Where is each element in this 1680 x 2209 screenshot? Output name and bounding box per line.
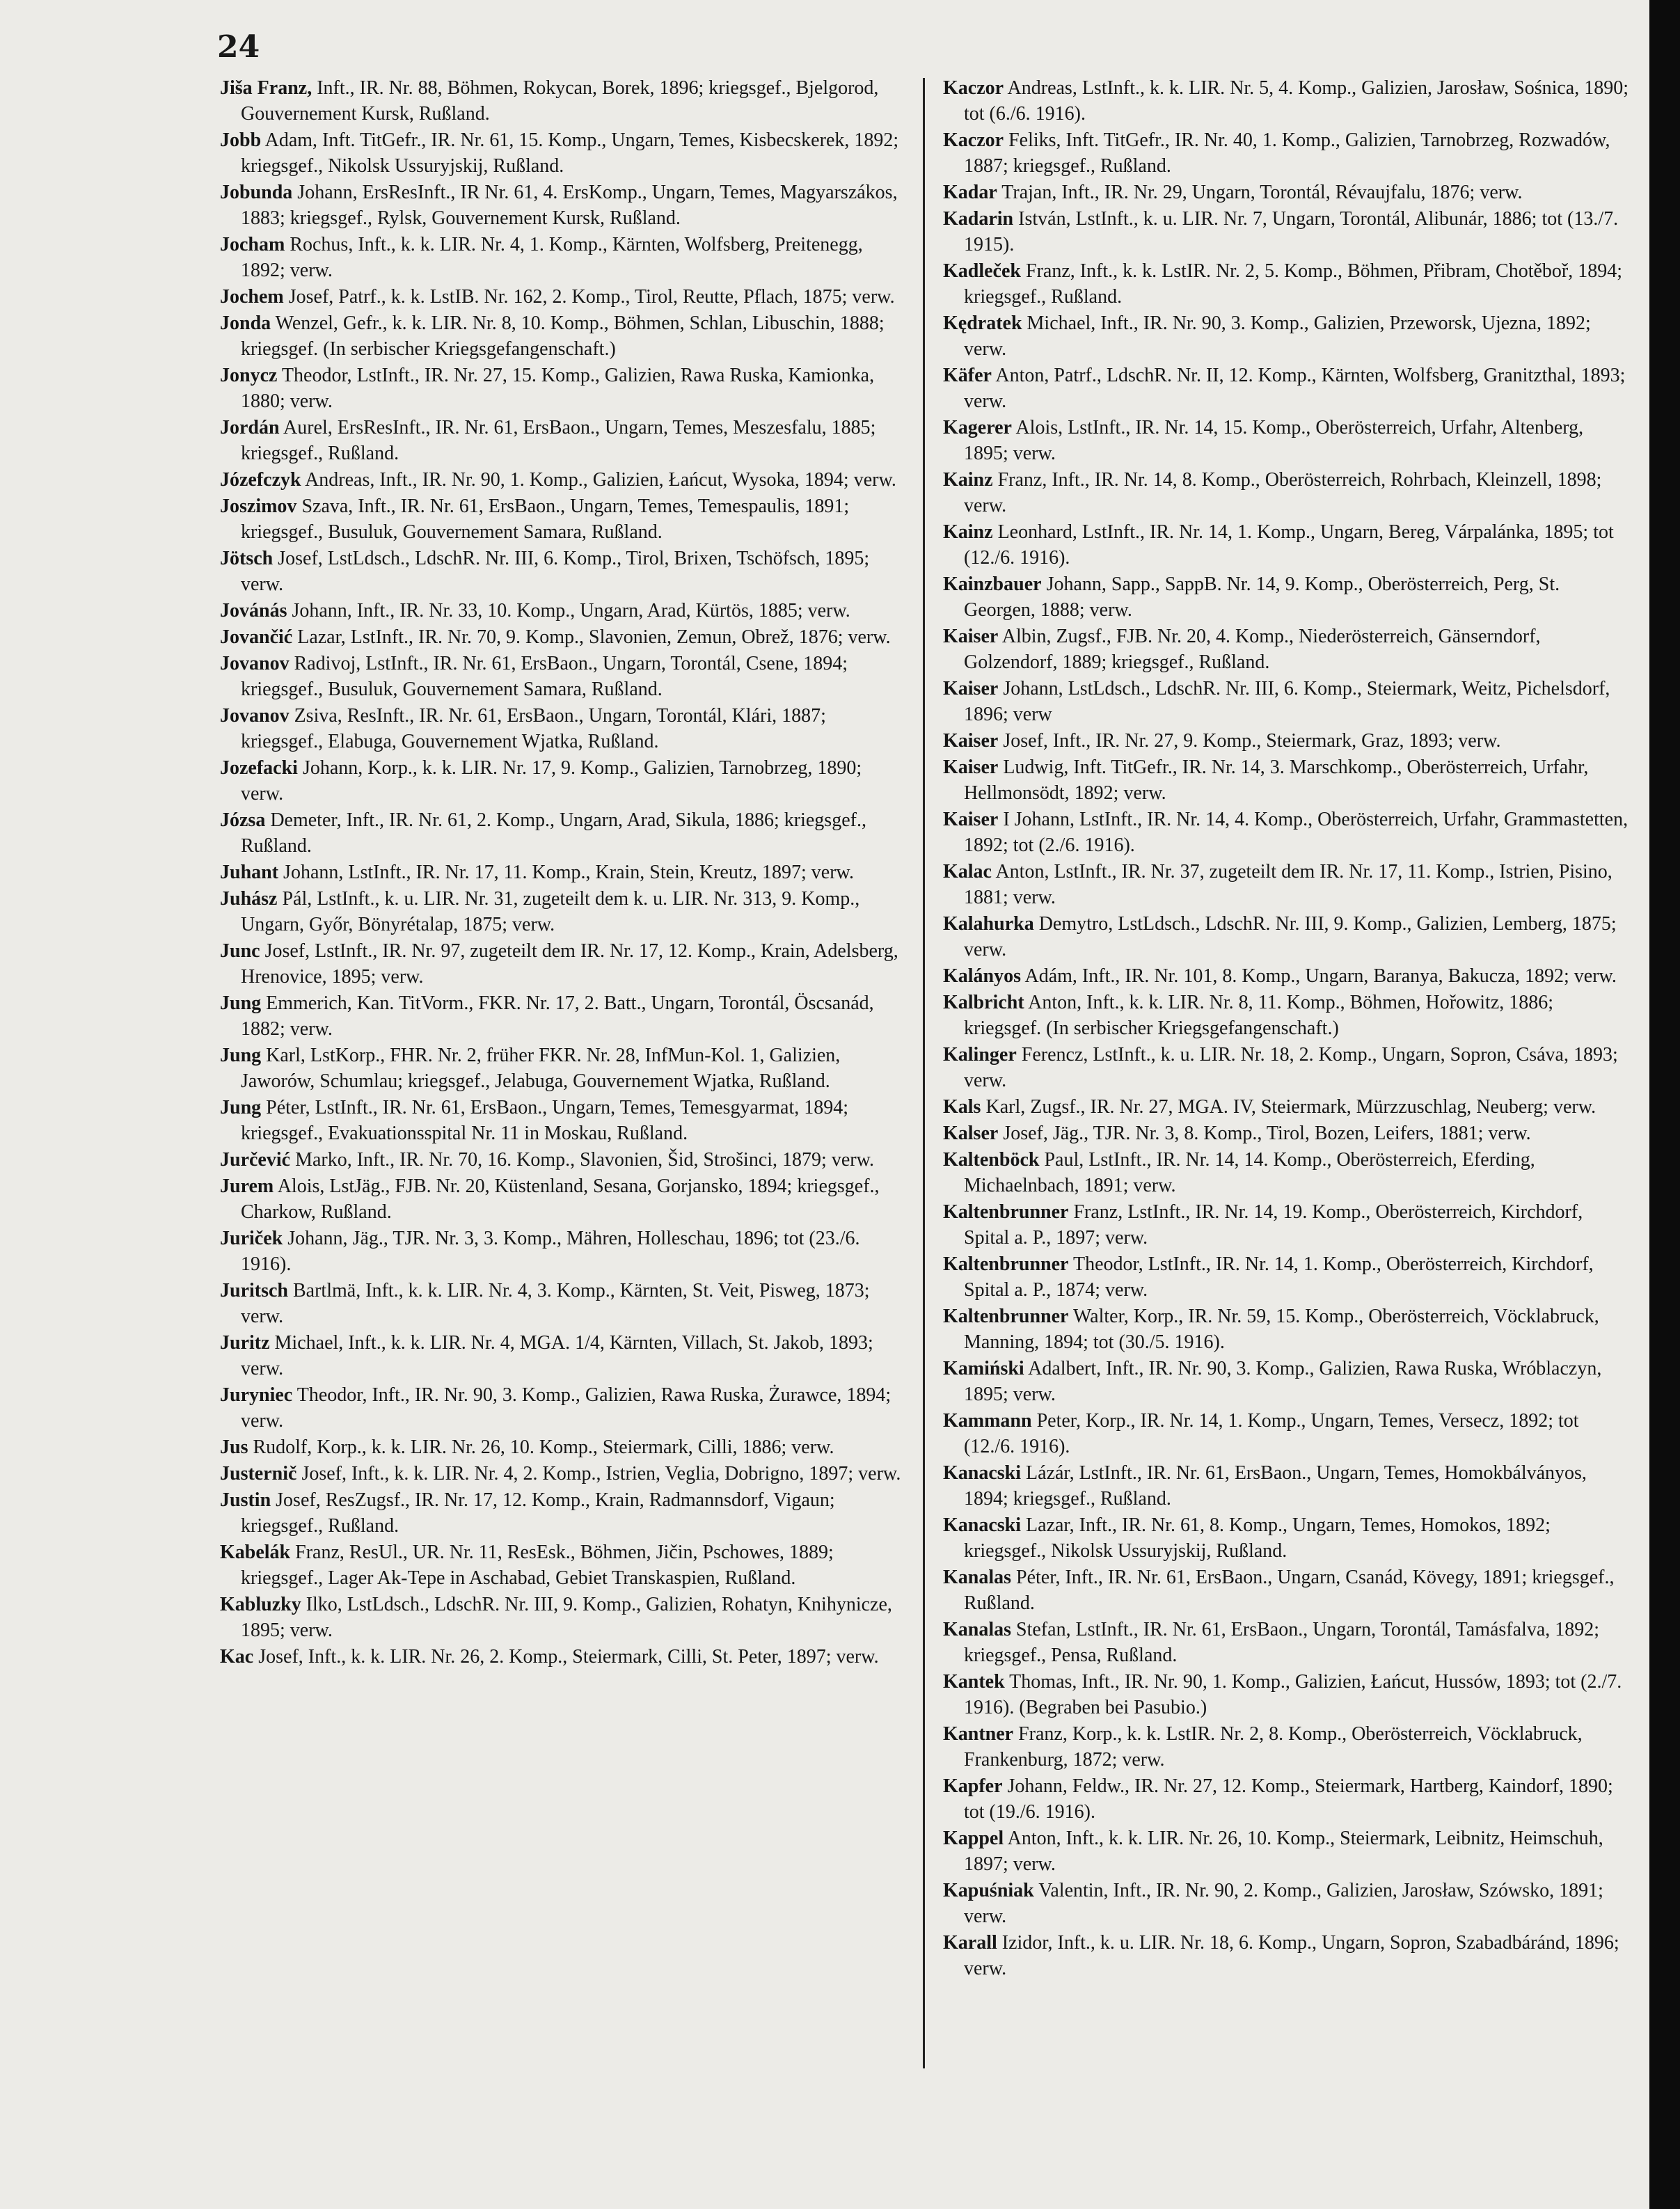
entry-details: Feliks, Inft. TitGefr., IR. Nr. 40, 1. Komp., Galizien, Tarnobrzeg, Rozwadów, 1887; kriegsgef., Rußland. xyxy=(964,129,1610,177)
entry-details: Trajan, Inft., IR. Nr. 29, Ungarn, Torontál, Révaujfalu, 1876; verw. xyxy=(997,182,1523,203)
entry-surname: Kainz xyxy=(943,469,993,491)
entry-surname: Kaczor xyxy=(943,129,1004,151)
entry-surname: Kanalas xyxy=(943,1619,1012,1640)
entry-details: Josef, ResZugsf., IR. Nr. 17, 12. Komp., Krain, Radmannsdorf, Vigaun; kriegsgef., Rußland. xyxy=(241,1489,835,1537)
entry-details: Thomas, Inft., IR. Nr. 90, 1. Komp., Galizien, Łańcut, Hussów, 1893; tot (2./7. 1916). (Begraben bei Pasubio.) xyxy=(964,1671,1622,1718)
entry-details: Anton, Patrf., LdschR. Nr. II, 12. Komp., Kärnten, Wolfsberg, Granitzthal, 1893; verw. xyxy=(964,365,1626,412)
entry-surname: Kadleček xyxy=(943,260,1021,282)
register-entry xyxy=(943,206,1632,258)
entry-details: Josef, Patrf., k. k. LstIB. Nr. 162, 2. Komp., Tirol, Reutte, Pflach, 1875; verw. xyxy=(283,286,895,308)
entry-surname: Jobunda xyxy=(220,182,293,203)
register-entry xyxy=(220,1539,909,1591)
register-entry xyxy=(220,1278,909,1329)
entry-details: Alois, LstJäg., FJB. Nr. 20, Küstenland, Sesana, Gorjansko, 1894; kriegsgef., Charkow, Rußland. xyxy=(241,1175,880,1223)
register-entry xyxy=(943,1460,1632,1512)
entry-surname: Kalányos xyxy=(943,965,1022,987)
register-entry xyxy=(220,493,909,545)
entry-details: Walter, Korp., IR. Nr. 59, 15. Komp., Oberösterreich, Vöcklabruck, Manning, 1894; tot (30./5. 1916). xyxy=(964,1306,1599,1353)
entry-details: Demeter, Inft., IR. Nr. 61, 2. Komp., Ungarn, Arad, Sikula, 1886; kriegsgef., Rußland. xyxy=(241,809,866,857)
entry-surname: Kaiser xyxy=(943,626,999,647)
register-entry xyxy=(943,624,1632,675)
register-entry xyxy=(220,807,909,859)
register-entry xyxy=(943,415,1632,466)
register-entry xyxy=(943,1042,1632,1093)
entry-details: Anton, Inft., k. k. LIR. Nr. 26, 10. Komp., Steiermark, Leibnitz, Heimschuh, 1897; verw. xyxy=(964,1828,1603,1875)
register-entry xyxy=(220,1095,909,1146)
entry-details: Johann, Korp., k. k. LIR. Nr. 17, 9. Komp., Galizien, Tarnobrzeg, 1890; verw. xyxy=(241,757,862,805)
entry-surname: Kaltenbrunner xyxy=(943,1253,1069,1275)
entry-details: Pál, LstInft., k. u. LIR. Nr. 31, zugeteilt dem k. u. LIR. Nr. 313, 9. Komp., Ungarn, Győr, Bönyrétalap, 1875; verw. xyxy=(241,888,860,935)
entry-details: Johann, LstInft., IR. Nr. 17, 11. Komp., Krain, Stein, Kreutz, 1897; verw. xyxy=(278,862,854,883)
register-entry xyxy=(220,1461,909,1487)
entry-details: Josef, LstLdsch., LdschR. Nr. III, 6. Komp., Tirol, Brixen, Tschöfsch, 1895; verw. xyxy=(241,548,870,595)
entry-details: Johann, Jäg., TJR. Nr. 3, 3. Komp., Mähren, Holleschau, 1896; tot (23./6. 1916). xyxy=(241,1228,860,1275)
entry-details: Paul, LstInft., IR. Nr. 14, 14. Komp., Oberösterreich, Eferding, Michaelnbach, 1891; verw. xyxy=(964,1149,1535,1196)
entry-surname: Jovančić xyxy=(220,626,293,648)
entry-surname: Kanalas xyxy=(943,1567,1012,1588)
entry-surname: Jiša Franz, xyxy=(220,77,312,99)
entry-surname: Jovanov xyxy=(220,705,290,727)
register-entry xyxy=(943,363,1632,414)
entry-details: Franz, ResUl., UR. Nr. 11, ResEsk., Böhmen, Jičin, Pschowes, 1889; kriegsgef., Lager Ak-Tepe in Aschabad, Gebiet Transkaspien, Rußland. xyxy=(241,1542,834,1589)
entry-details: Anton, LstInft., IR. Nr. 37, zugeteilt dem IR. Nr. 17, 11. Komp., Istrien, Pisino, 1881; verw. xyxy=(964,861,1612,908)
register-entry xyxy=(220,1173,909,1225)
entry-surname: Kalac xyxy=(943,861,992,882)
entry-details: I Johann, LstInft., IR. Nr. 14, 4. Komp., Oberösterreich, Urfahr, Grammastetten, 1892; tot (2./6. 1916). xyxy=(964,809,1629,856)
entry-surname: Jocham xyxy=(220,234,285,255)
entry-surname: Kabelák xyxy=(220,1542,291,1563)
entry-surname: Kalbricht xyxy=(943,992,1024,1013)
entry-details: Theodor, Inft., IR. Nr. 90, 3. Komp., Galizien, Rawa Ruska, Żurawce, 1894; verw. xyxy=(241,1384,891,1432)
register-entry xyxy=(943,1304,1632,1355)
entry-surname: Juhant xyxy=(220,862,279,883)
entry-details: Radivoj, LstInft., IR. Nr. 61, ErsBaon., Ungarn, Torontál, Csene, 1894; kriegsgef., Busuluk, Gouvernement Samara, Rußland. xyxy=(241,653,848,700)
register-entry xyxy=(943,754,1632,806)
register-entry xyxy=(943,859,1632,910)
entry-surname: Jurčević xyxy=(220,1149,291,1171)
entry-surname: Kapfer xyxy=(943,1775,1003,1797)
register-entry xyxy=(220,127,909,179)
register-entry xyxy=(220,886,909,937)
register-entry xyxy=(220,1226,909,1277)
entry-details: Franz, LstInft., IR. Nr. 14, 19. Komp., Oberösterreich, Kirchdorf, Spital a. P., 1897; verw. xyxy=(964,1201,1583,1249)
entry-details: Theodor, LstInft., IR. Nr. 27, 15. Komp., Galizien, Rawa Ruska, Kamionka, 1880; verw. xyxy=(241,365,875,412)
entry-surname: Kagerer xyxy=(943,417,1012,438)
entry-details: Albin, Zugsf., FJB. Nr. 20, 4. Komp., Niederösterreich, Gänserndorf, Golzendorf, 1889; kriegsgef., Rußland. xyxy=(964,626,1541,673)
entry-surname: Joszimov xyxy=(220,496,297,517)
entry-surname: Kanacski xyxy=(943,1514,1022,1536)
entry-surname: Kabluzky xyxy=(220,1594,301,1615)
register-entry xyxy=(943,519,1632,571)
entry-details: Zsiva, ResInft., IR. Nr. 61, ErsBaon., Ungarn, Torontál, Klári, 1887; kriegsgef., Elabuga, Gouvernement Wjatka, Rußland. xyxy=(241,705,826,752)
entry-surname: Jovanov xyxy=(220,653,290,674)
register-entry xyxy=(220,415,909,466)
register-entry xyxy=(943,1617,1632,1668)
entry-surname: Jonycz xyxy=(220,365,278,386)
register-entry xyxy=(220,990,909,1042)
entry-details: Alois, LstInft., IR. Nr. 14, 15. Komp., Oberösterreich, Urfahr, Altenberg, 1895; verw. xyxy=(964,417,1584,464)
register-entry xyxy=(943,1721,1632,1773)
entry-surname: Jovánás xyxy=(220,600,287,621)
entry-surname: Kaczor xyxy=(943,77,1004,99)
entry-details: Rudolf, Korp., k. k. LIR. Nr. 26, 10. Komp., Steiermark, Cilli, 1886; verw. xyxy=(248,1436,834,1458)
entry-surname: Kalahurka xyxy=(943,913,1034,935)
register-entry xyxy=(943,1773,1632,1825)
entry-details: Josef, Inft., k. k. LIR. Nr. 4, 2. Komp., Istrien, Veglia, Dobrigno, 1897; verw. xyxy=(296,1463,901,1484)
entry-details: Anton, Inft., k. k. LIR. Nr. 8, 11. Komp., Böhmen, Hořowitz, 1886; kriegsgef. (In serbischer Kriegsgefangenschaft.) xyxy=(964,992,1554,1039)
register-entry xyxy=(943,180,1632,205)
register-entry xyxy=(220,1043,909,1094)
entry-details: Franz, Korp., k. k. LstIR. Nr. 2, 8. Komp., Oberösterreich, Vöcklabruck, Frankenburg, 1872; verw. xyxy=(964,1723,1583,1771)
entry-details: Adám, Inft., IR. Nr. 101, 8. Komp., Ungarn, Baranya, Bakucza, 1892; verw. xyxy=(1021,965,1617,987)
entry-surname: Kamiński xyxy=(943,1358,1024,1379)
entry-details: Aurel, ErsResInft., IR. Nr. 61, ErsBaon., Ungarn, Temes, Meszesfalu, 1885; kriegsgef., Rußland. xyxy=(241,417,876,464)
entry-details: Lazar, Inft., IR. Nr. 61, 8. Komp., Ungarn, Temes, Homokos, 1892; kriegsgef., Nikolsk Ussuryjskij, Rußland. xyxy=(964,1514,1551,1562)
register-entry xyxy=(943,1565,1632,1616)
entry-details: Demytro, LstLdsch., LdschR. Nr. III, 9. Komp., Galizien, Lemberg, 1875; verw. xyxy=(964,913,1617,960)
entry-surname: Jung xyxy=(220,1045,262,1066)
entry-details: Lázár, LstInft., IR. Nr. 61, ErsBaon., Ungarn, Temes, Homokbálványos, 1894; kriegsgef., Rußland. xyxy=(964,1462,1587,1510)
entry-details: Lazar, LstInft., IR. Nr. 70, 9. Komp., Slavonien, Zemun, Obrež, 1876; verw. xyxy=(292,626,891,648)
entry-details: Josef, Jäg., TJR. Nr. 3, 8. Komp., Tirol, Bozen, Leifers, 1881; verw. xyxy=(998,1123,1531,1144)
entry-details: István, LstInft., k. u. LIR. Nr. 7, Ungarn, Torontál, Alibunár, 1886; tot (13./7. 1915). xyxy=(964,208,1619,255)
entry-details: Rochus, Inft., k. k. LIR. Nr. 4, 1. Komp., Kärnten, Wolfsberg, Preitenegg, 1892; verw. xyxy=(241,234,863,281)
entry-details: Johann, ErsResInft., IR Nr. 61, 4. ErsKomp., Ungarn, Temes, Magyarszákos, 1883; kriegsgef., Rylsk, Gouvernement Kursk, Rußland. xyxy=(241,182,898,229)
register-entry xyxy=(220,703,909,754)
register-entry xyxy=(943,676,1632,727)
register-entry xyxy=(220,546,909,597)
register-entry xyxy=(943,963,1632,989)
entry-surname: Juhász xyxy=(220,888,278,910)
entry-surname: Kaltenbrunner xyxy=(943,1201,1069,1223)
entry-surname: Jus xyxy=(220,1436,248,1458)
entry-surname: Jonda xyxy=(220,312,271,334)
left-column xyxy=(220,75,909,1670)
entry-surname: Kainz xyxy=(943,521,993,543)
entry-details: Marko, Inft., IR. Nr. 70, 16. Komp., Slavonien, Šid, Strošinci, 1879; verw. xyxy=(290,1149,874,1171)
entry-surname: Kadar xyxy=(943,182,997,203)
entry-details: Ludwig, Inft. TitGefr., IR. Nr. 14, 3. Marschkomp., Oberösterreich, Urfahr, Hellmonsödt, 1892; verw. xyxy=(964,757,1589,804)
entry-details: Franz, Inft., k. k. LstIR. Nr. 2, 5. Komp., Böhmen, Přibram, Chotěboř, 1894; kriegsgef., Rußland. xyxy=(964,260,1623,308)
entry-details: Péter, LstInft., IR. Nr. 61, ErsBaon., Ungarn, Temes, Temesgyarmat, 1894; kriegsgef., Evakuationsspital Nr. 11 in Moskau, Rußland. xyxy=(241,1097,849,1144)
register-entry xyxy=(220,624,909,650)
register-entry xyxy=(220,180,909,231)
entry-details: Karl, LstKorp., FHR. Nr. 2, früher FKR. Nr. 28, InfMun-Kol. 1, Galizien, Jaworów, Schumlau; kriegsgef., Jelabuga, Gouvernement Wjatka, Rußland. xyxy=(241,1045,841,1092)
entry-surname: Kantner xyxy=(943,1723,1014,1745)
entry-surname: Józsa xyxy=(220,809,266,831)
register-entry xyxy=(943,1669,1632,1720)
entry-details: Josef, Inft., k. k. LIR. Nr. 26, 2. Komp., Steiermark, Cilli, St. Peter, 1897; verw. xyxy=(253,1646,879,1668)
entry-surname: Kaiser xyxy=(943,678,999,699)
register-entry xyxy=(943,1094,1632,1120)
entry-surname: Jordán xyxy=(220,417,280,438)
register-entry xyxy=(943,728,1632,754)
entry-surname: Jung xyxy=(220,992,262,1014)
entry-surname: Kędratek xyxy=(943,312,1022,334)
entry-details: Johann, LstLdsch., LdschR. Nr. III, 6. Komp., Steiermark, Weitz, Pichelsdorf, 1896; verw xyxy=(964,678,1610,725)
entry-surname: Kapuśniak xyxy=(943,1880,1034,1901)
register-entry xyxy=(220,598,909,624)
entry-surname: Jobb xyxy=(220,129,262,151)
entry-details: Karl, Zugsf., IR. Nr. 27, MGA. IV, Steiermark, Mürzzuschlag, Neuberg; verw. xyxy=(981,1096,1596,1118)
entry-details: Josef, Inft., IR. Nr. 27, 9. Komp., Steiermark, Graz, 1893; verw. xyxy=(998,730,1501,752)
register-entry xyxy=(220,1382,909,1434)
entry-details: Johann, Sapp., SappB. Nr. 14, 9. Komp., Oberösterreich, Perg, St. Georgen, 1888; verw. xyxy=(964,573,1560,621)
register-entry xyxy=(943,807,1632,858)
entry-surname: Jozefacki xyxy=(220,757,298,779)
right-column xyxy=(943,75,1632,1982)
entry-details: Franz, Inft., IR. Nr. 14, 8. Komp., Oberösterreich, Rohrbach, Kleinzell, 1898; verw. xyxy=(964,469,1602,516)
entry-details: Leonhard, LstInft., IR. Nr. 14, 1. Komp., Ungarn, Bereg, Várpalánka, 1895; tot (12./6. 1916). xyxy=(964,521,1614,569)
entry-surname: Kainzbauer xyxy=(943,573,1042,595)
entry-surname: Kaltenbrunner xyxy=(943,1306,1069,1327)
entry-details: Bartlmä, Inft., k. k. LIR. Nr. 4, 3. Komp., Kärnten, St. Veit, Pisweg, 1873; verw. xyxy=(241,1280,870,1327)
entry-surname: Kaiser xyxy=(943,757,999,778)
register-entry xyxy=(943,1512,1632,1564)
register-entry xyxy=(943,258,1632,310)
entry-surname: Kalinger xyxy=(943,1044,1017,1066)
register-entry xyxy=(943,310,1632,362)
entry-surname: Jung xyxy=(220,1097,262,1118)
entry-surname: Kaltenböck xyxy=(943,1149,1040,1171)
entry-surname: Käfer xyxy=(943,365,992,386)
entry-details: Josef, LstInft., IR. Nr. 97, zugeteilt dem IR. Nr. 17, 12. Komp., Krain, Adelsberg, Hrenovice, 1895; verw. xyxy=(241,940,898,988)
entry-surname: Kac xyxy=(220,1646,254,1668)
entry-details: Andreas, LstInft., k. k. LIR. Nr. 5, 4. Komp., Galizien, Jarosław, Sośnica, 1890; tot (6./6. 1916). xyxy=(964,77,1629,125)
register-entry xyxy=(220,363,909,414)
entry-details: Andreas, Inft., IR. Nr. 90, 1. Komp., Galizien, Łańcut, Wysoka, 1894; verw. xyxy=(301,469,896,491)
register-entry xyxy=(220,310,909,362)
register-entry xyxy=(943,467,1632,518)
register-entry xyxy=(943,1251,1632,1303)
entry-details: Inft., IR. Nr. 88, Böhmen, Rokycan, Borek, 1896; kriegsgef., Bjelgorod, Gouvernement Kursk, Rußland. xyxy=(241,77,879,125)
register-entry xyxy=(943,1826,1632,1877)
register-entry xyxy=(220,938,909,990)
entry-details: Adam, Inft. TitGefr., IR. Nr. 61, 15. Komp., Ungarn, Temes, Kisbecskerek, 1892; kriegsgef., Nikolsk Ussuryjskij, Rußland. xyxy=(241,129,899,177)
register-entry xyxy=(220,1330,909,1381)
entry-details: Valentin, Inft., IR. Nr. 90, 2. Komp., Galizien, Jarosław, Szówsko, 1891; verw. xyxy=(964,1880,1603,1927)
entry-details: Ilko, LstLdsch., LdschR. Nr. III, 9. Komp., Galizien, Rohatyn, Knihynicze, 1895; verw. xyxy=(241,1594,892,1641)
register-entry xyxy=(943,127,1632,179)
entry-details: Ferencz, LstInft., k. u. LIR. Nr. 18, 2. Komp., Ungarn, Sopron, Csáva, 1893; verw. xyxy=(964,1044,1618,1091)
register-entry xyxy=(220,284,909,310)
entry-surname: Kappel xyxy=(943,1828,1004,1849)
register-entry xyxy=(220,651,909,702)
entry-surname: Jochem xyxy=(220,286,284,308)
register-entry xyxy=(220,1592,909,1643)
entry-details: Péter, Inft., IR. Nr. 61, ErsBaon., Ungarn, Csanád, Kövegy, 1891; kriegsgef., Rußland. xyxy=(964,1567,1615,1614)
register-entry xyxy=(220,755,909,807)
entry-details: Szava, Inft., IR. Nr. 61, ErsBaon., Ungarn, Temes, Temespaulis, 1891; kriegsgef., Busuluk, Gouvernement Samara, Rußland. xyxy=(241,496,850,543)
entry-surname: Karall xyxy=(943,1932,997,1954)
entry-surname: Jötsch xyxy=(220,548,274,569)
entry-surname: Kalser xyxy=(943,1123,999,1144)
register-entry xyxy=(220,860,909,885)
entry-details: Izidor, Inft., k. u. LIR. Nr. 18, 6. Komp., Ungarn, Sopron, Szabadbáránd, 1896; verw. xyxy=(964,1932,1619,1979)
entry-surname: Kantek xyxy=(943,1671,1005,1693)
entry-surname: Kaiser xyxy=(943,809,999,830)
register-entry xyxy=(943,1356,1632,1407)
entry-details: Johann, Inft., IR. Nr. 33, 10. Komp., Ungarn, Arad, Kürtös, 1885; verw. xyxy=(287,600,850,621)
register-entry xyxy=(943,1930,1632,1981)
register-entry xyxy=(220,1487,909,1539)
page-number: 24 xyxy=(217,29,260,65)
register-entry xyxy=(220,1434,909,1460)
entry-surname: Kanacski xyxy=(943,1462,1022,1484)
entry-surname: Justernič xyxy=(220,1463,297,1484)
entry-surname: Kaiser xyxy=(943,730,999,752)
entry-surname: Junc xyxy=(220,940,260,962)
register-entry xyxy=(220,232,909,283)
entry-surname: Kammann xyxy=(943,1410,1032,1432)
register-entry xyxy=(943,990,1632,1041)
entry-surname: Juriček xyxy=(220,1228,283,1249)
entry-surname: Juryniec xyxy=(220,1384,293,1406)
entry-surname: Kals xyxy=(943,1096,981,1118)
entry-surname: Justin xyxy=(220,1489,271,1511)
register-entry xyxy=(220,467,909,493)
entry-details: Theodor, LstInft., IR. Nr. 14, 1. Komp., Oberösterreich, Kirchdorf, Spital a. P., 1874; verw. xyxy=(964,1253,1594,1301)
entry-surname: Józefczyk xyxy=(220,469,301,491)
register-entry xyxy=(943,1147,1632,1198)
register-entry xyxy=(943,1121,1632,1146)
register-entry xyxy=(943,1408,1632,1459)
register-entry xyxy=(943,75,1632,127)
entry-surname: Juritsch xyxy=(220,1280,288,1301)
column-divider xyxy=(923,78,925,2068)
entry-surname: Juritz xyxy=(220,1332,270,1354)
register-entry xyxy=(943,1199,1632,1251)
register-entry xyxy=(220,75,909,127)
entry-details: Stefan, LstInft., IR. Nr. 61, ErsBaon., Ungarn, Torontál, Tamásfalva, 1892; kriegsgef., Pensa, Rußland. xyxy=(964,1619,1600,1666)
entry-details: Michael, Inft., IR. Nr. 90, 3. Komp., Galizien, Przeworsk, Ujezna, 1892; verw. xyxy=(964,312,1591,360)
entry-details: Johann, Feldw., IR. Nr. 27, 12. Komp., Steiermark, Hartberg, Kaindorf, 1890; tot (19./6. 1916). xyxy=(964,1775,1613,1823)
entry-details: Adalbert, Inft., IR. Nr. 90, 3. Komp., Galizien, Rawa Ruska, Wróblaczyn, 1895; verw. xyxy=(964,1358,1602,1405)
register-entry xyxy=(943,1878,1632,1929)
register-entry xyxy=(943,571,1632,623)
register-entry xyxy=(943,911,1632,963)
entry-details: Emmerich, Kan. TitVorm., FKR. Nr. 17, 2. Batt., Ungarn, Torontál, Öscsanád, 1882; verw. xyxy=(241,992,874,1040)
register-entry xyxy=(220,1644,909,1670)
entry-surname: Jurem xyxy=(220,1175,274,1197)
entry-details: Michael, Inft., k. k. LIR. Nr. 4, MGA. 1/4, Kärnten, Villach, St. Jakob, 1893; verw. xyxy=(241,1332,873,1379)
register-entry xyxy=(220,1147,909,1173)
entry-surname: Kadarin xyxy=(943,208,1014,230)
entry-details: Peter, Korp., IR. Nr. 14, 1. Komp., Ungarn, Temes, Versecz, 1892; tot (12./6. 1916). xyxy=(964,1410,1579,1457)
entry-details: Wenzel, Gefr., k. k. LIR. Nr. 8, 10. Komp., Böhmen, Schlan, Libuschin, 1888; kriegsgef. (In serbischer Kriegsgefangenschaft.) xyxy=(241,312,885,360)
